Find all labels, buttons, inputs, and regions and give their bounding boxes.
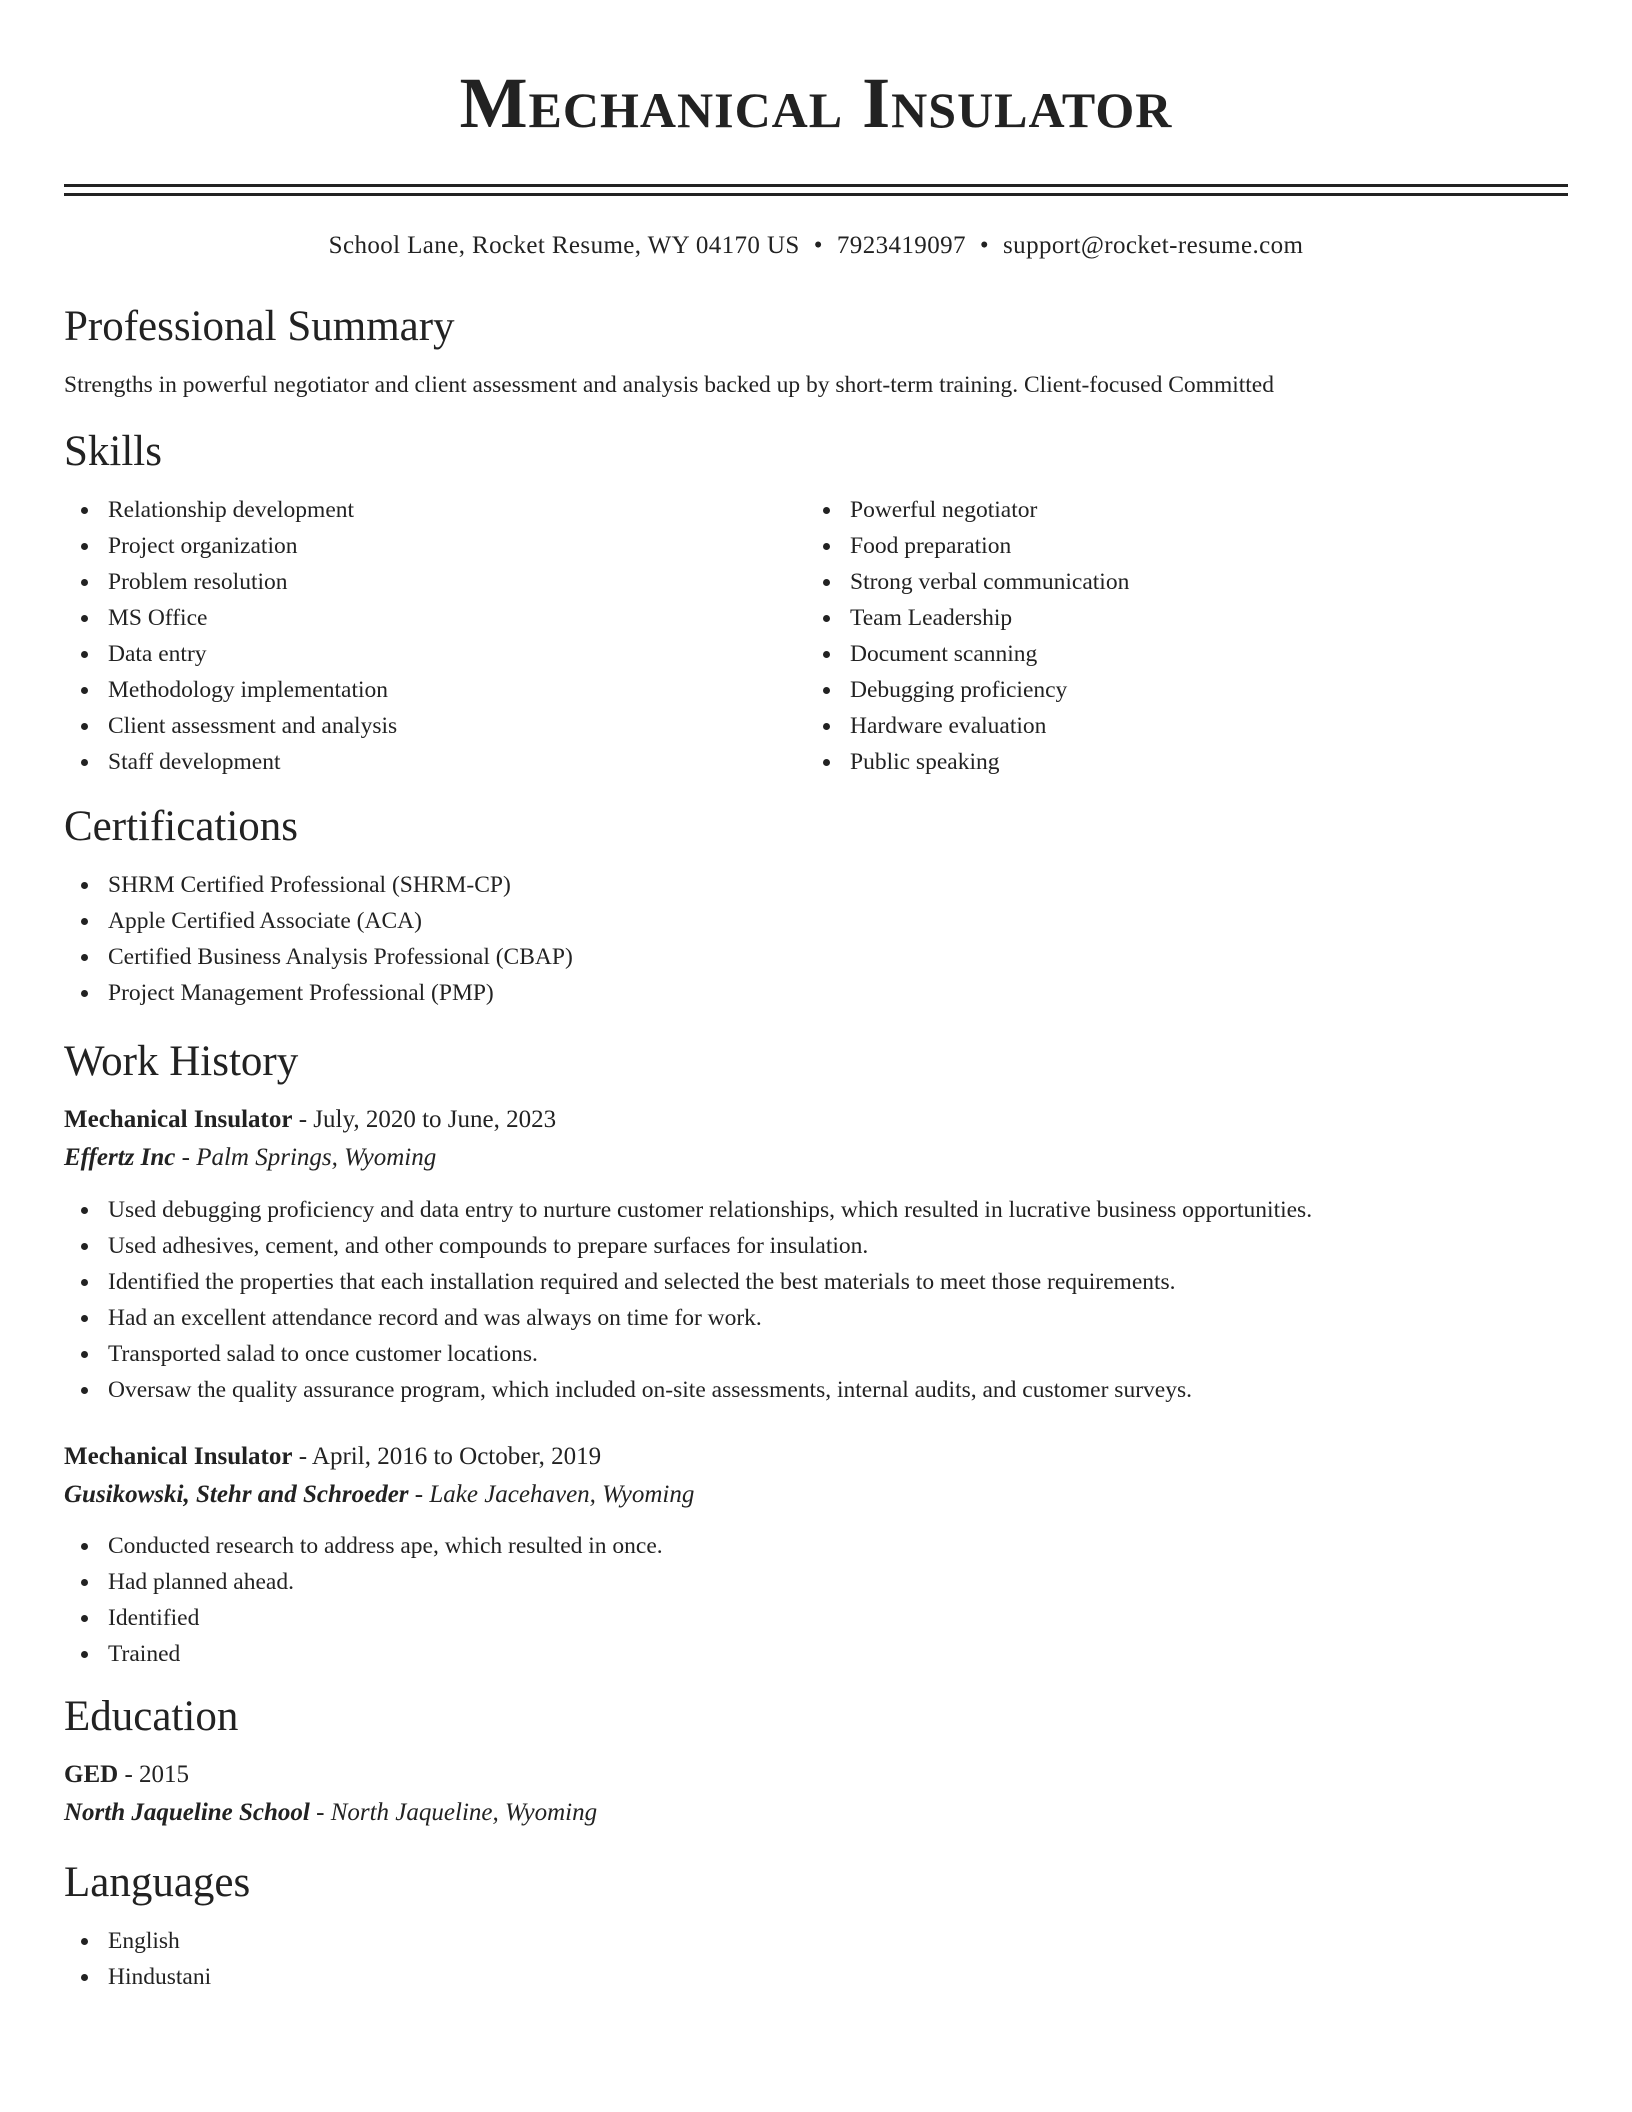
job-company-line: [64, 1476, 1568, 1514]
summary-heading: Professional Summary: [64, 303, 455, 350]
languages-list: [64, 1923, 1568, 1995]
summary-text: Strengths in powerful negotiator and client assessment and analysis backed up by short-term training. Client-focused Committed: [64, 372, 1274, 398]
skill-item: MS Office: [64, 600, 806, 636]
skill-item: Problem resolution: [64, 564, 806, 600]
education-degree: GED: [64, 1761, 119, 1788]
job-title-line: [64, 1101, 1568, 1139]
job-bullets: [64, 1192, 1568, 1408]
job-location: Palm Springs, Wyoming: [196, 1144, 437, 1171]
contact-email: support@rocket-resume.com: [1003, 232, 1304, 259]
resume-name: Mechanical Insulator: [459, 63, 1173, 143]
skill-item: Methodology implementation: [64, 672, 806, 708]
job-location: Lake Jacehaven, Wyoming: [429, 1481, 695, 1508]
certification-item: Certified Business Analysis Professional (CBAP): [64, 939, 1568, 975]
contact-line: [64, 230, 1568, 262]
job-bullet: Used adhesives, cement, and other compounds to prepare surfaces for insulation.: [64, 1228, 1568, 1264]
contact-separator: •: [813, 232, 823, 259]
certification-item: SHRM Certified Professional (SHRM-CP): [64, 867, 1568, 903]
job-bullet: Oversaw the quality assurance program, which included on-site assessments, internal audits, and customer surveys.: [64, 1372, 1568, 1408]
job-company: Gusikowski, Stehr and Schroeder: [64, 1481, 409, 1508]
job-dash: -: [292, 1443, 312, 1470]
education-degree-line: [64, 1756, 1568, 1794]
skill-item: Relationship development: [64, 492, 806, 528]
job-bullet: Had an excellent attendance record and was always on time for work.: [64, 1300, 1568, 1336]
certifications-heading: Certifications: [64, 803, 299, 850]
job-bullet: Had planned ahead.: [64, 1564, 1568, 1600]
job-entry: [64, 1438, 1568, 1672]
education-year: 2015: [139, 1761, 190, 1788]
job-title-line: [64, 1438, 1568, 1476]
header-divider-thick: [64, 184, 1568, 187]
job-bullets: [64, 1528, 1568, 1672]
skill-item: Food preparation: [806, 528, 1548, 564]
job-dash: -: [408, 1481, 430, 1508]
skill-item: Data entry: [64, 636, 806, 672]
job-bullet: Trained: [64, 1636, 1568, 1672]
contact-phone: 7923419097: [836, 232, 966, 259]
certifications-list: [64, 867, 1568, 1011]
skills-column-right: [806, 492, 1548, 780]
job-bullet: Used debugging proficiency and data entry to nurture customer relationships, which resulted in lucrative business opportunities.: [64, 1192, 1568, 1228]
education-heading: Education: [64, 1693, 239, 1740]
job-entry: [64, 1101, 1568, 1408]
job-role: Mechanical Insulator: [64, 1106, 293, 1133]
skill-item: Debugging proficiency: [806, 672, 1548, 708]
skill-item: Project organization: [64, 528, 806, 564]
job-dash: -: [292, 1106, 314, 1133]
job-company: Effertz Inc: [64, 1144, 176, 1171]
education-entry: [64, 1756, 1568, 1832]
job-dates: July, 2020 to June, 2023: [313, 1106, 557, 1133]
education-school-line: [64, 1794, 1568, 1832]
skill-item: Strong verbal communication: [806, 564, 1548, 600]
education-school: North Jaqueline School: [64, 1799, 310, 1826]
skills-heading: Skills: [64, 428, 162, 475]
skills-list: [64, 492, 1568, 780]
skill-item: Hardware evaluation: [806, 708, 1548, 744]
job-dates: April, 2016 to October, 2019: [311, 1443, 602, 1470]
skill-item: Powerful negotiator: [806, 492, 1548, 528]
job-dash: -: [175, 1144, 197, 1171]
skill-item: Public speaking: [806, 744, 1548, 780]
contact-separator: •: [979, 232, 990, 259]
skills-column-left: [64, 492, 806, 780]
education-dash: -: [309, 1799, 331, 1826]
job-bullet: Identified: [64, 1600, 1568, 1636]
job-bullet: Transported salad to once customer locations.: [64, 1336, 1568, 1372]
contact-address: School Lane, Rocket Resume, WY 04170 US: [328, 232, 800, 259]
skill-item: Client assessment and analysis: [64, 708, 806, 744]
certification-item: Project Management Professional (PMP): [64, 975, 1568, 1011]
skill-item: Document scanning: [806, 636, 1548, 672]
work-history-heading: Work History: [64, 1038, 299, 1085]
language-item: Hindustani: [64, 1959, 1568, 1995]
job-role: Mechanical Insulator: [64, 1443, 293, 1470]
skill-item: Team Leadership: [806, 600, 1548, 636]
education-location: North Jaqueline, Wyoming: [330, 1799, 598, 1826]
education-dash: -: [118, 1761, 140, 1788]
job-bullet: Conducted research to address ape, which resulted in once.: [64, 1528, 1568, 1564]
skill-item: Staff development: [64, 744, 806, 780]
header-divider-thin: [64, 193, 1568, 196]
language-item: English: [64, 1923, 1568, 1959]
certification-item: Apple Certified Associate (ACA): [64, 903, 1568, 939]
job-company-line: [64, 1139, 1568, 1177]
job-bullet: Identified the properties that each installation required and selected the best materials to meet those requirements.: [64, 1264, 1568, 1300]
languages-heading: Languages: [64, 1859, 251, 1906]
